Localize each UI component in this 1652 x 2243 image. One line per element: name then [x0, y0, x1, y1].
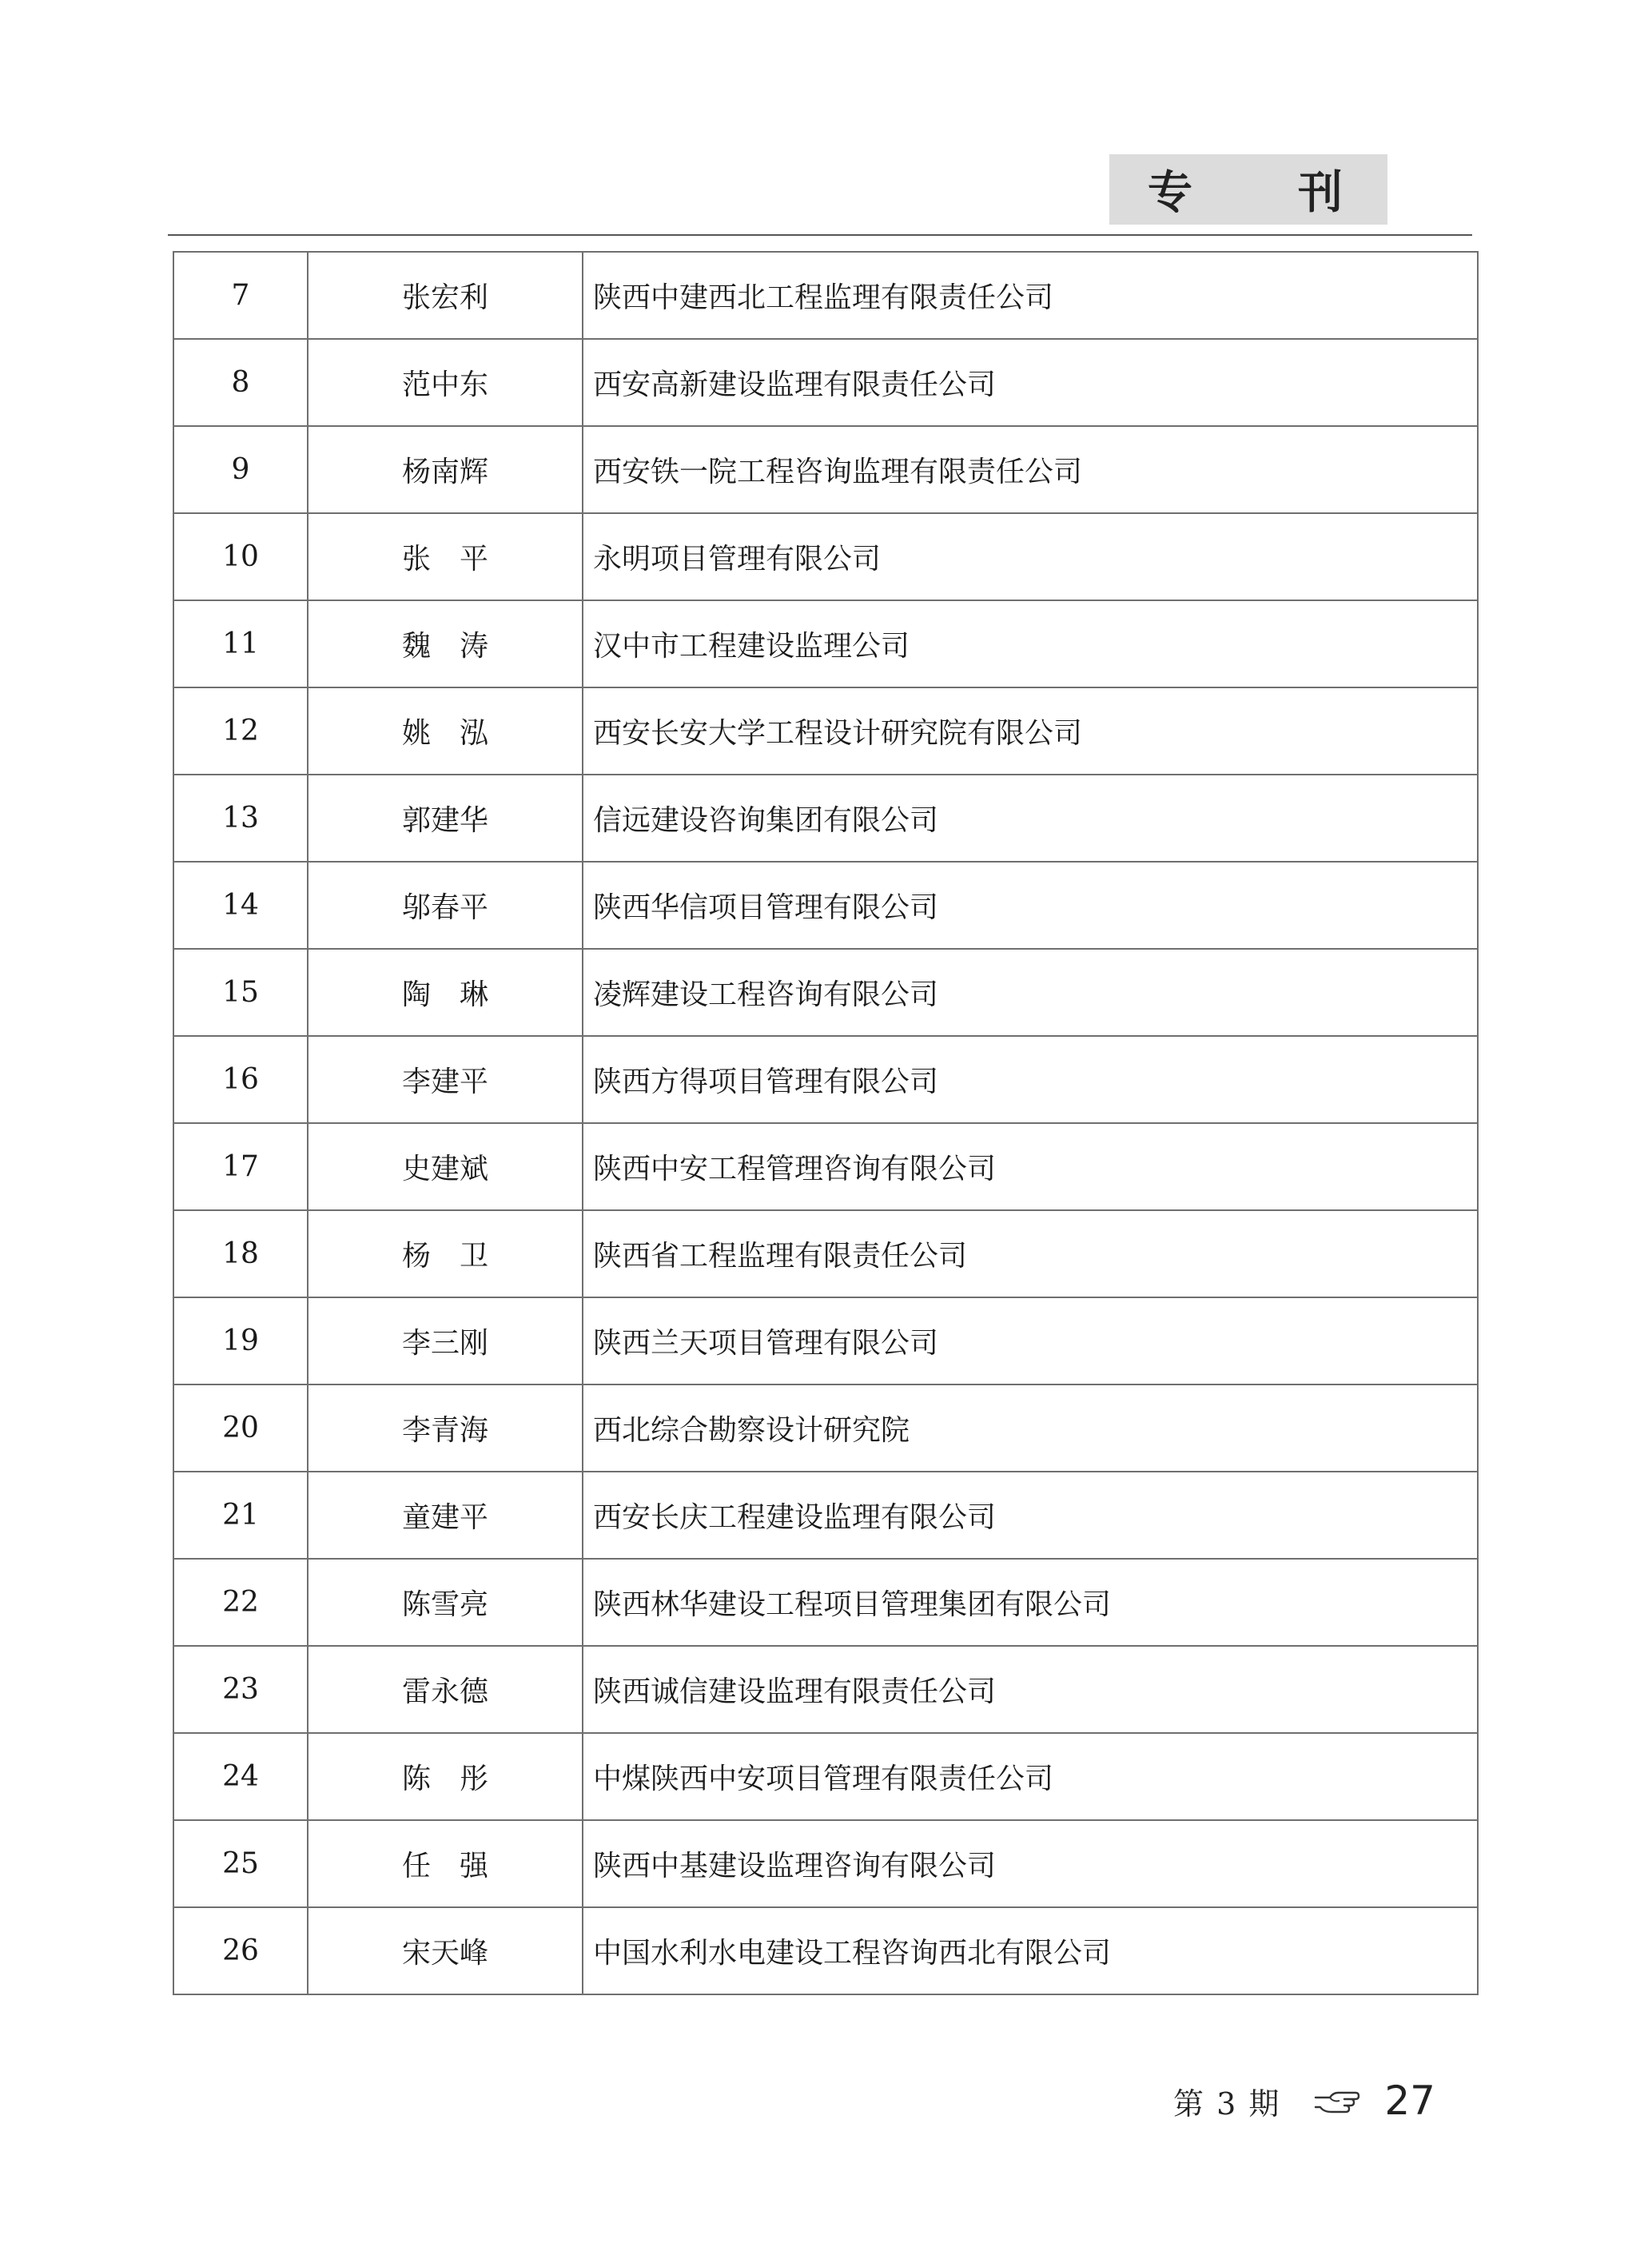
row-number: 17 [173, 1123, 308, 1210]
member-name: 李青海 [308, 1384, 583, 1472]
member-name: 邬春平 [308, 862, 583, 949]
company-name: 陕西中建西北工程监理有限责任公司 [583, 252, 1478, 339]
company-name: 陕西方得项目管理有限公司 [583, 1036, 1478, 1123]
row-number: 25 [173, 1820, 308, 1907]
row-number: 23 [173, 1646, 308, 1733]
company-name: 陕西诚信建设监理有限责任公司 [583, 1646, 1478, 1733]
table-row [173, 1123, 1478, 1210]
table-row [173, 949, 1478, 1036]
member-name: 杨南辉 [308, 426, 583, 513]
table-row [173, 1036, 1478, 1123]
company-name: 陕西华信项目管理有限公司 [583, 862, 1478, 949]
row-number: 9 [173, 426, 308, 513]
table-row [173, 339, 1478, 426]
table-row [173, 252, 1478, 339]
table-row [173, 426, 1478, 513]
table-row [173, 513, 1478, 600]
company-name: 西北综合勘察设计研究院 [583, 1384, 1478, 1472]
table-row [173, 1472, 1478, 1559]
row-number: 14 [173, 862, 308, 949]
table-row [173, 1559, 1478, 1646]
table-row [173, 1297, 1478, 1384]
member-name: 李建平 [308, 1036, 583, 1123]
row-number: 13 [173, 775, 308, 862]
company-name: 陕西中基建设监理咨询有限公司 [583, 1820, 1478, 1907]
issue-label: 第 3 期 [1173, 2086, 1281, 2121]
member-name: 史建斌 [308, 1123, 583, 1210]
company-name: 西安长庆工程建设监理有限公司 [583, 1472, 1478, 1559]
member-name: 童建平 [308, 1472, 583, 1559]
company-name: 陕西省工程监理有限责任公司 [583, 1210, 1478, 1297]
member-name: 范中东 [308, 339, 583, 426]
member-name: 郭建华 [308, 775, 583, 862]
member-name: 陈雪亮 [308, 1559, 583, 1646]
member-table [173, 251, 1479, 1995]
table-row [173, 687, 1478, 775]
section-badge-left: 专 [1148, 167, 1192, 219]
company-name: 西安高新建设监理有限责任公司 [583, 339, 1478, 426]
company-name: 西安长安大学工程设计研究院有限公司 [583, 687, 1478, 775]
member-name: 雷永德 [308, 1646, 583, 1733]
row-number: 15 [173, 949, 308, 1036]
company-name: 陕西林华建设工程项目管理集团有限公司 [583, 1559, 1478, 1646]
member-name: 任 强 [308, 1820, 583, 1907]
member-name: 陶 琳 [308, 949, 583, 1036]
company-name: 永明项目管理有限公司 [583, 513, 1478, 600]
member-name: 魏 涛 [308, 600, 583, 687]
row-number: 8 [173, 339, 308, 426]
table-row [173, 1384, 1478, 1472]
table-row [173, 1733, 1478, 1820]
company-name: 中国水利水电建设工程咨询西北有限公司 [583, 1907, 1478, 1994]
member-name: 姚 泓 [308, 687, 583, 775]
row-number: 10 [173, 513, 308, 600]
table-row [173, 1646, 1478, 1733]
member-name: 李三刚 [308, 1297, 583, 1384]
section-badge [1109, 154, 1387, 225]
page-footer [1173, 2077, 1435, 2125]
company-name: 西安铁一院工程咨询监理有限责任公司 [583, 426, 1478, 513]
company-name: 陕西兰天项目管理有限公司 [583, 1297, 1478, 1384]
member-name: 杨 卫 [308, 1210, 583, 1297]
row-number: 19 [173, 1297, 308, 1384]
company-name: 信远建设咨询集团有限公司 [583, 775, 1478, 862]
table-row [173, 775, 1478, 862]
member-name: 宋天峰 [308, 1907, 583, 1994]
pointing-hand-icon [1312, 2085, 1360, 2117]
member-table-body [173, 252, 1478, 1994]
row-number: 24 [173, 1733, 308, 1820]
member-name: 张宏利 [308, 252, 583, 339]
table-row [173, 1907, 1478, 1994]
company-name: 中煤陕西中安项目管理有限责任公司 [583, 1733, 1478, 1820]
company-name: 汉中市工程建设监理公司 [583, 600, 1478, 687]
table-row [173, 862, 1478, 949]
row-number: 21 [173, 1472, 308, 1559]
company-name: 凌辉建设工程咨询有限公司 [583, 949, 1478, 1036]
row-number: 26 [173, 1907, 308, 1994]
row-number: 11 [173, 600, 308, 687]
row-number: 18 [173, 1210, 308, 1297]
row-number: 20 [173, 1384, 308, 1472]
member-name: 陈 彤 [308, 1733, 583, 1820]
table-row [173, 600, 1478, 687]
row-number: 7 [173, 252, 308, 339]
header-rule [168, 234, 1472, 236]
member-name: 张 平 [308, 513, 583, 600]
table-row [173, 1210, 1478, 1297]
page-number: 27 [1384, 2078, 1435, 2124]
section-badge-right: 刊 [1298, 167, 1343, 219]
row-number: 16 [173, 1036, 308, 1123]
row-number: 22 [173, 1559, 308, 1646]
table-row [173, 1820, 1478, 1907]
row-number: 12 [173, 687, 308, 775]
company-name: 陕西中安工程管理咨询有限公司 [583, 1123, 1478, 1210]
